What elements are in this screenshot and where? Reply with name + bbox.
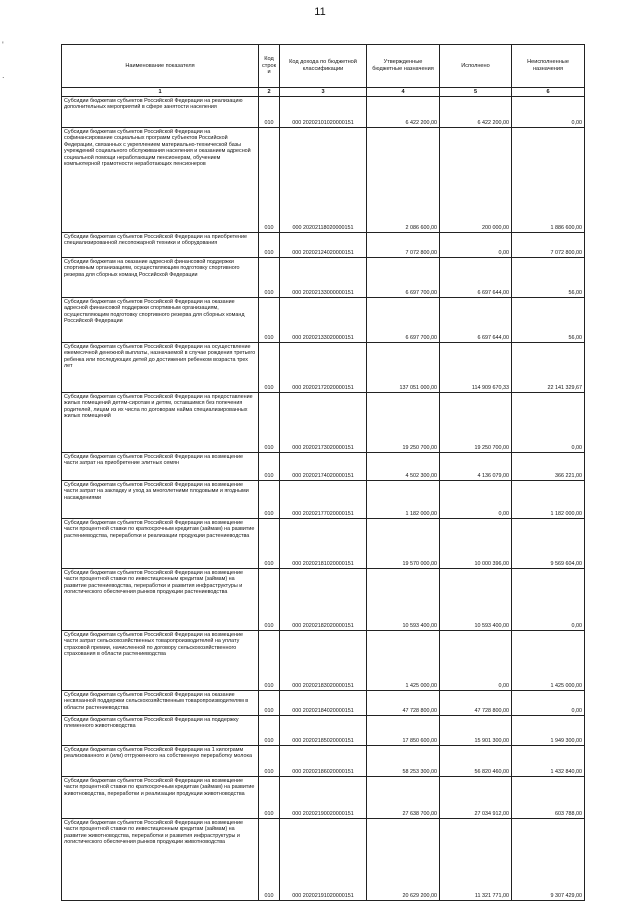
row-unexecuted-amount: 0,00 [512, 97, 585, 128]
row-approved-amount: 19 250 700,00 [367, 393, 440, 453]
row-approved-amount: 4 502 300,00 [367, 453, 440, 481]
header-indicator-name: Наименование показателя [62, 45, 259, 88]
table-row [62, 343, 585, 393]
row-income-code: 000 20202124020000151 [280, 233, 367, 258]
row-income-code: 000 20202185020000151 [280, 716, 367, 746]
row-indicator-name: Субсидии бюджетам на оказание адресной финансовой поддержки спортивным организациям, осуществляющим подготовку спортивного резерва для сборных команд Российской Федерации [62, 258, 259, 298]
row-approved-amount: 7 072 800,00 [367, 233, 440, 258]
row-approved-amount: 137 051 000,00 [367, 343, 440, 393]
row-indicator-name: Субсидии бюджетам субъектов Российской Федерации на реализацию дополнительных мероприятий в сфере занятости населения [62, 97, 259, 128]
table-row [62, 481, 585, 519]
row-approved-amount: 47 728 800,00 [367, 691, 440, 716]
row-indicator-name: Субсидии бюджетам субъектов Российской Федерации на возмещение части затрат сельскохозяйственных товаропроизводителей на уплату страховой премии, начисленной по договору сельскохозяйственного страхования в области растениеводства [62, 631, 259, 691]
row-unexecuted-amount: 0,00 [512, 691, 585, 716]
row-executed-amount: 19 250 700,00 [440, 393, 512, 453]
row-unexecuted-amount: 1 886 600,00 [512, 128, 585, 233]
table-row [62, 393, 585, 453]
header-line-code: Код строк и [259, 45, 280, 88]
table-header-row [62, 45, 585, 88]
row-line-code: 010 [259, 716, 280, 746]
table-row [62, 233, 585, 258]
row-unexecuted-amount: 1 425 000,00 [512, 631, 585, 691]
header-unexecuted: Неисполненные назначения [512, 45, 585, 88]
column-number: 6 [512, 88, 585, 97]
row-executed-amount: 6 697 644,00 [440, 258, 512, 298]
row-executed-amount: 200 000,00 [440, 128, 512, 233]
row-unexecuted-amount: 9 307 429,00 [512, 819, 585, 901]
header-income-code: Код дохода по бюджетной классификации [280, 45, 367, 88]
row-income-code: 000 20202174020000151 [280, 453, 367, 481]
row-income-code: 000 20202190020000151 [280, 777, 367, 819]
row-income-code: 000 20202101020000151 [280, 97, 367, 128]
row-executed-amount: 0,00 [440, 631, 512, 691]
row-approved-amount: 17 850 600,00 [367, 716, 440, 746]
row-indicator-name: Субсидии бюджетам субъектов Российской Федерации на возмещение части процентной ставки по инвестиционным кредитам (займам) на развитие растениеводства, переработки и развития инфраструктуры и логистического обеспечения рынков продукции растениеводства [62, 569, 259, 631]
row-executed-amount: 0,00 [440, 481, 512, 519]
row-line-code: 010 [259, 777, 280, 819]
row-income-code: 000 20202182020000151 [280, 569, 367, 631]
row-executed-amount: 6 697 644,00 [440, 298, 512, 343]
row-unexecuted-amount: 603 788,00 [512, 777, 585, 819]
row-income-code: 000 20202191020000151 [280, 819, 367, 901]
header-executed: Исполнено [440, 45, 512, 88]
row-executed-amount: 47 728 800,00 [440, 691, 512, 716]
row-income-code: 000 20202186020000151 [280, 746, 367, 777]
row-approved-amount: 10 593 400,00 [367, 569, 440, 631]
page-number: 11 [314, 6, 326, 18]
row-income-code: 000 20202118020000151 [280, 128, 367, 233]
row-line-code: 010 [259, 819, 280, 901]
column-number: 3 [280, 88, 367, 97]
row-indicator-name: Субсидии бюджетам субъектов Российской Федерации на оказание несвязанной поддержки сельскохозяйственным товаропроизводителям в области растениеводства [62, 691, 259, 716]
table-row [62, 298, 585, 343]
row-unexecuted-amount: 22 141 329,67 [512, 343, 585, 393]
row-line-code: 010 [259, 298, 280, 343]
row-unexecuted-amount: 7 072 800,00 [512, 233, 585, 258]
table-row [62, 97, 585, 128]
row-executed-amount: 27 034 912,00 [440, 777, 512, 819]
row-indicator-name: Субсидии бюджетам субъектов Российской Федерации на предоставление жилых помещений детям-сиротам и детям, оставшимся без попечения родителей, лицам из их числа по договорам найма специализированных жилых помещений [62, 393, 259, 453]
table-row [62, 631, 585, 691]
row-unexecuted-amount: 0,00 [512, 393, 585, 453]
row-approved-amount: 1 182 000,00 [367, 481, 440, 519]
row-unexecuted-amount: 56,00 [512, 298, 585, 343]
row-line-code: 010 [259, 519, 280, 569]
row-approved-amount: 6 697 700,00 [367, 258, 440, 298]
row-indicator-name: Субсидии бюджетам субъектов Российской Федерации на возмещение части процентной ставки по инвестиционным кредитам (займам) на развитие животноводства, переработки и развития инфраструктуры и логистического обеспечения рынков продукции животноводства [62, 819, 259, 901]
row-approved-amount: 6 422 200,00 [367, 97, 440, 128]
row-indicator-name: Субсидии бюджетам субъектов Российской Федерации на возмещение части процентной ставки по краткосрочным кредитам (займам) на развитие животноводства, переработки и реализации продукции животноводства [62, 777, 259, 819]
row-approved-amount: 2 086 600,00 [367, 128, 440, 233]
table-row [62, 453, 585, 481]
row-executed-amount: 15 901 300,00 [440, 716, 512, 746]
row-approved-amount: 20 629 200,00 [367, 819, 440, 901]
row-executed-amount: 0,00 [440, 233, 512, 258]
row-unexecuted-amount: 1 182 000,00 [512, 481, 585, 519]
row-unexecuted-amount: 1 949 300,00 [512, 716, 585, 746]
row-executed-amount: 10 593 400,00 [440, 569, 512, 631]
table-body [62, 97, 585, 901]
row-executed-amount: 56 820 460,00 [440, 746, 512, 777]
budget-execution-table [61, 44, 585, 901]
row-executed-amount: 4 136 079,00 [440, 453, 512, 481]
row-unexecuted-amount: 56,00 [512, 258, 585, 298]
row-line-code: 010 [259, 746, 280, 777]
row-indicator-name: Субсидии бюджетам субъектов Российской Федерации на 1 килограмм реализованного и (или) отгруженного на собственную переработку молока [62, 746, 259, 777]
column-number: 5 [440, 88, 512, 97]
row-line-code: 010 [259, 453, 280, 481]
row-unexecuted-amount: 366 221,00 [512, 453, 585, 481]
row-approved-amount: 1 425 000,00 [367, 631, 440, 691]
row-line-code: 010 [259, 233, 280, 258]
row-line-code: 010 [259, 258, 280, 298]
row-line-code: 010 [259, 97, 280, 128]
row-line-code: 010 [259, 393, 280, 453]
scan-edge-marks: ' . [2, 40, 5, 80]
row-approved-amount: 58 253 300,00 [367, 746, 440, 777]
row-executed-amount: 114 909 670,33 [440, 343, 512, 393]
column-number: 2 [259, 88, 280, 97]
table-row [62, 691, 585, 716]
table-row [62, 569, 585, 631]
row-indicator-name: Субсидии бюджетам субъектов Российской Федерации на возмещение части затрат на приобретение элитных семян [62, 453, 259, 481]
row-line-code: 010 [259, 631, 280, 691]
row-line-code: 010 [259, 691, 280, 716]
row-income-code: 000 20202177020000151 [280, 481, 367, 519]
row-unexecuted-amount: 0,00 [512, 569, 585, 631]
header-approved: Утвержденные бюджетные назначения [367, 45, 440, 88]
row-income-code: 000 20202184020000151 [280, 691, 367, 716]
row-income-code: 000 20202133000000151 [280, 258, 367, 298]
row-unexecuted-amount: 9 569 604,00 [512, 519, 585, 569]
row-indicator-name: Субсидии бюджетам субъектов Российской Федерации на осуществление ежемесячной денежной выплаты, назначаемой в случае рождения третьего ребенка или последующих детей до достижения ребенком возраста трех лет [62, 343, 259, 393]
row-income-code: 000 20202183020000151 [280, 631, 367, 691]
row-executed-amount: 11 321 771,00 [440, 819, 512, 901]
row-indicator-name: Субсидии бюджетам субъектов Российской Федерации на возмещение части затрат на закладку и уход за многолетними плодовыми и ягодными насаждениями [62, 481, 259, 519]
column-number: 4 [367, 88, 440, 97]
column-number-row [62, 88, 585, 97]
row-unexecuted-amount: 1 432 840,00 [512, 746, 585, 777]
table-row [62, 519, 585, 569]
row-indicator-name: Субсидии бюджетам субъектов Российской Федерации на приобретение специализированной лесопожарной техники и оборудования [62, 233, 259, 258]
row-indicator-name: Субсидии бюджетам субъектов Российской Федерации на софинансирование социальных программ субъектов Российской Федерации, связанных с укреплением материально-технической базы учреждений социального обслуживания населения и оказанием адресной социальной помощи неработающим пенсионерам, обучением компьютерной грамотности неработающих пенсионеров [62, 128, 259, 233]
row-line-code: 010 [259, 128, 280, 233]
row-indicator-name: Субсидии бюджетам субъектов Российской Федерации на поддержку племенного животноводства [62, 716, 259, 746]
row-line-code: 010 [259, 343, 280, 393]
column-number: 1 [62, 88, 259, 97]
row-approved-amount: 27 638 700,00 [367, 777, 440, 819]
row-indicator-name: Субсидии бюджетам субъектов Российской Федерации на оказание адресной финансовой поддержки спортивным организациям, осуществляющим подготовку спортивного резерва для сборных команд Российской Федерации [62, 298, 259, 343]
row-approved-amount: 6 697 700,00 [367, 298, 440, 343]
row-income-code: 000 20202173020000151 [280, 393, 367, 453]
row-executed-amount: 10 000 396,00 [440, 519, 512, 569]
table-row [62, 777, 585, 819]
row-income-code: 000 20202172020000151 [280, 343, 367, 393]
row-line-code: 010 [259, 569, 280, 631]
table-row [62, 819, 585, 901]
row-line-code: 010 [259, 481, 280, 519]
table-row [62, 746, 585, 777]
row-income-code: 000 20202181020000151 [280, 519, 367, 569]
row-approved-amount: 19 570 000,00 [367, 519, 440, 569]
row-income-code: 000 20202133020000151 [280, 298, 367, 343]
table-row [62, 128, 585, 233]
row-executed-amount: 6 422 200,00 [440, 97, 512, 128]
row-indicator-name: Субсидии бюджетам субъектов Российской Федерации на возмещение части процентной ставки по краткосрочным кредитам (займам) на развитие растениеводства, переработки и реализации продукции растениеводства [62, 519, 259, 569]
table-row [62, 258, 585, 298]
table-row [62, 716, 585, 746]
